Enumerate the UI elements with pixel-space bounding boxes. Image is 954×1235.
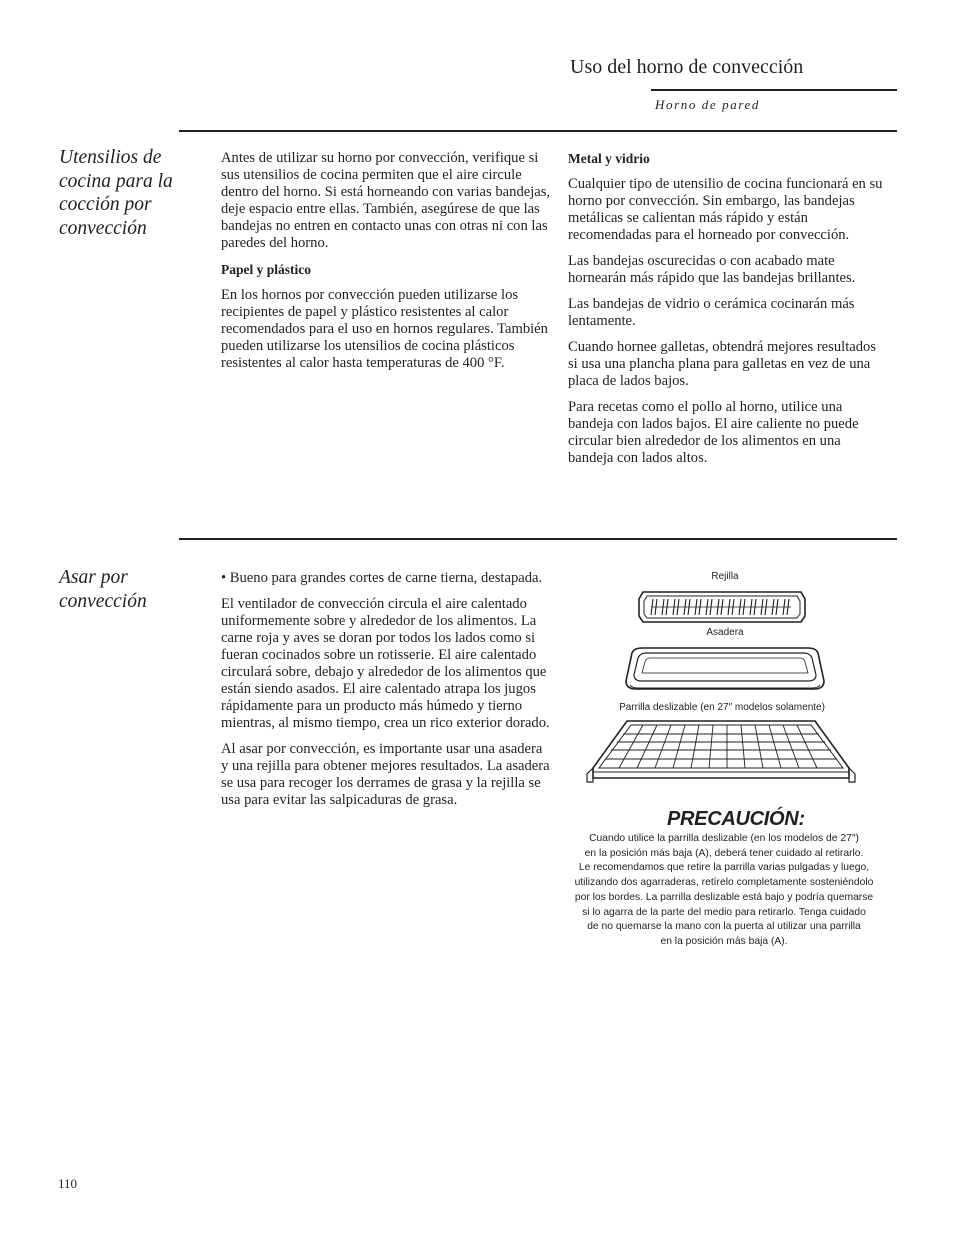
cookies-paragraph: Cuando hornee galletas, obtendrá mejores resultados si usa una plancha plana para galletas en vez de una placa de lados bajos. <box>568 339 876 389</box>
roasting-paragraph-1: El ventilador de convección circula el aire calentado uniformemente sobre y alrededor de los alimentos. La carne roja y aves se doran por todos los lados como si fueran cocinados sobre un rotisserie. El aire calentado circulará sobre, debajo y alrededor de los alimentos que están siendo asados. El aire calentado atrapa los jugos rápidamente para un producto más húmedo y tierno mientras, al mismo tiempo, crea un rico exterior dorado. <box>221 596 550 731</box>
paper-plastic-paragraph: En los hornos por convección pueden utilizarse los recipientes de papel y plástico resistentes al calor recomendados para el uso en hornos regulares. También pueden utilizarse los utensilios de cocina plásticos resistentes al calor hasta temperaturas de 400 °F. <box>221 287 548 371</box>
parrilla-label: Parrilla deslizable (en 27″ modelos solamente) <box>619 702 825 713</box>
broiler-pan-illustration <box>622 645 828 693</box>
header-divider <box>651 89 897 91</box>
cookware-left-column <box>221 150 551 381</box>
roasting-column <box>221 570 551 818</box>
metal-glass-subheading: Metal y vidrio <box>568 151 650 166</box>
cookware-right-column <box>568 150 886 476</box>
asadera-label: Asadera <box>706 627 744 638</box>
section-heading-roasting: Asar por convección <box>59 567 147 612</box>
section-divider-middle <box>179 538 897 540</box>
broiler-rack-illustration <box>637 589 807 625</box>
paper-plastic-subheading: Papel y plástico <box>221 262 311 277</box>
caution-title: PRECAUCIÓN: <box>667 808 805 830</box>
page-number: 110 <box>58 1176 78 1191</box>
cookware-intro: Antes de utilizar su horno por convección, verifique si sus utensilios de cocina permiten que el aire circule dentro del horno. Si está horneando con varias bandejas, deje espacio entre ellas. También, asegúrese de que las bandejas no entren en contacto unas con otras ni con las paredes del horno. <box>221 150 551 251</box>
chicken-paragraph: Para recetas como el pollo al horno, utilice una bandeja con lados bajos. El aire caliente no puede circular bien alrededor de los alimentos en una bandeja con lados altos. <box>568 399 859 466</box>
rejilla-label: Rejilla <box>711 571 739 582</box>
metal-glass-paragraph: Cualquier tipo de utensilio de cocina funcionará en su horno por convección. Sin embargo, las bandejas metálicas se calientan más rápido y están recomendadas para el horneado por convección. <box>568 176 883 243</box>
page-subtitle: Horno de pared <box>655 97 760 112</box>
dark-pans-paragraph: Las bandejas oscurecidas o con acabado mate hornearán más rápido que las bandejas brillantes. <box>568 253 856 286</box>
caution-text: Cuando utilice la parrilla deslizable (en los modelos de 27″) en la posición más baja (A), deberá tener cuidado al retirarlo. Le recomendamos que retire la parrilla varias pulgadas y luego, utilizando dos agarraderas, retírelo completamente sosteniéndolo por los bordes. La parrilla deslizable está bajo y podría quemarse si lo agarra de la parte del medio para retirarlo. Tenga cuidado de no quemarse la mano con la puerta al utilizar una parrilla en la posición más baja (A). <box>574 833 874 947</box>
roasting-paragraph-2: Al asar por convección, es importante usar una asadera y una rejilla para obtener mejores resultados. La asadera se usa para recoger los derrames de grasa y la rejilla se usa para evitar las salpicaduras de grasa. <box>221 741 550 808</box>
section-divider-top <box>179 130 897 132</box>
section-heading-cookware: Utensilios de cocina para la cocción por convección <box>59 147 173 239</box>
roasting-bullet: • Bueno para grandes cortes de carne tierna, destapada. <box>221 570 543 586</box>
glass-pans-paragraph: Las bandejas de vidrio o cerámica cocinarán más lentamente. <box>568 296 855 329</box>
sliding-rack-illustration <box>585 716 857 786</box>
page-title: Uso del horno de convección <box>570 56 804 78</box>
